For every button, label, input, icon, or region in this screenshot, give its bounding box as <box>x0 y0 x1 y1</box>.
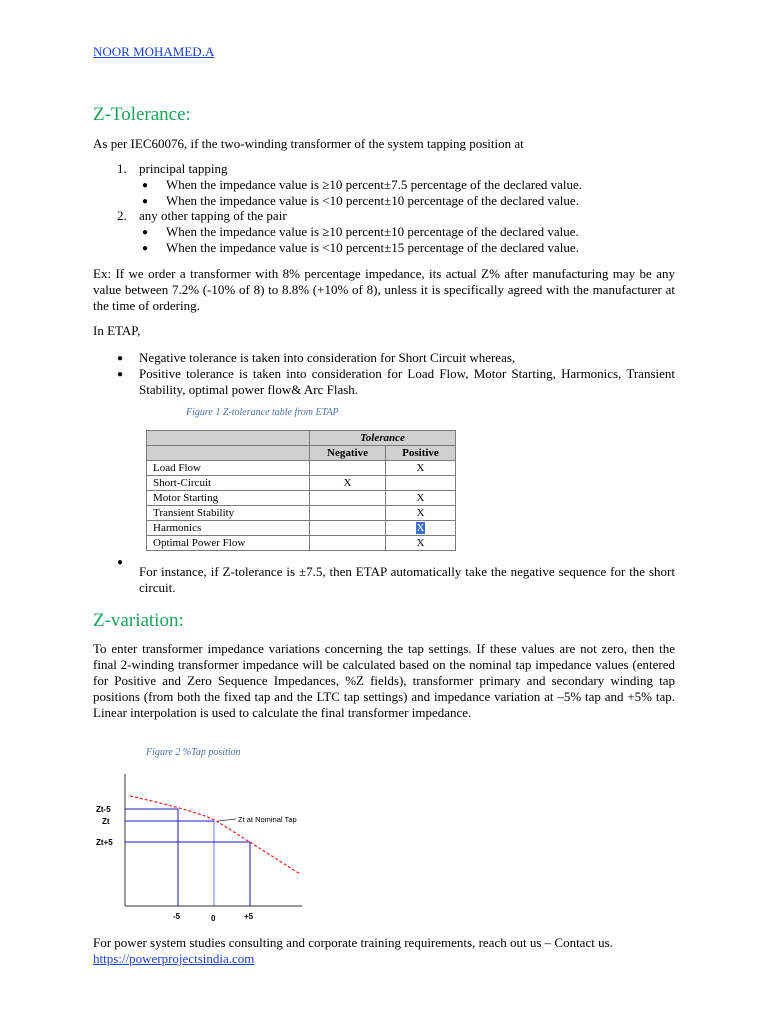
row-negative <box>310 536 386 551</box>
row-positive: X <box>386 491 456 506</box>
y-label-zt-5: Zt-5 <box>96 805 111 814</box>
example-paragraph: Ex: If we order a transformer with 8% percentage impedance, its actual Z% after manufacturing may be any value between 7.2% (-10% of 8) to 8.8% (+10% of 8), unless it is specifically agreed with the manufacturer at the time of ordering. <box>93 266 675 313</box>
table-row <box>147 521 456 536</box>
row-negative <box>310 491 386 506</box>
row-negative <box>310 521 386 536</box>
x-label-0: 0 <box>211 914 216 923</box>
table-corner <box>147 431 310 446</box>
row-name: Load Flow <box>147 461 310 476</box>
annotation-pointer <box>218 819 236 821</box>
etap-bullet: Negative tolerance is taken into consideration for Short Circuit whereas, <box>139 350 516 365</box>
section-title-z-variation: Z-variation: <box>93 610 184 631</box>
list-item-label: any other tapping of the pair <box>139 208 287 223</box>
intro-paragraph: As per IEC60076, if the two-winding transformer of the system tapping position at <box>93 136 524 151</box>
row-name: Short-Circuit <box>147 476 310 491</box>
y-label-zt: Zt <box>102 817 110 826</box>
etap-bullet: Positive tolerance is taken into consideration for Load Flow, Motor Starting, Harmonics, Transient Stability, optimal power flow& Arc Flash. <box>139 366 675 397</box>
col-negative-header: Negative <box>310 446 386 461</box>
table-corner <box>147 446 310 461</box>
table-group-header: Tolerance <box>310 431 456 446</box>
z-tolerance-table <box>146 430 458 554</box>
tap-position-graph <box>92 768 312 924</box>
contact-paragraph: For power system studies consulting and corporate training requirements, reach out us – Contact us. <box>93 935 613 950</box>
table-row <box>147 461 456 476</box>
bullet-icon: ● <box>142 196 149 207</box>
impedance-curve <box>130 796 300 874</box>
row-positive: X <box>386 536 456 551</box>
row-negative <box>310 506 386 521</box>
selected-cell-value: X <box>416 521 425 534</box>
bullet-icon: ● <box>117 369 124 380</box>
section-title-z-tolerance: Z-Tolerance: <box>93 104 191 125</box>
website-link[interactable]: https://powerprojectsindia.com <box>93 951 255 966</box>
list-number: 1. <box>117 161 127 176</box>
figure2-caption: Figure 2 %Tap position <box>146 747 241 758</box>
x-label-minus5: -5 <box>173 912 181 921</box>
bullet-icon: ● <box>117 353 124 364</box>
row-negative: X <box>310 476 386 491</box>
list-number: 2. <box>117 208 127 223</box>
list-bullet: When the impedance value is <10 percent±15 percentage of the declared value. <box>166 240 579 255</box>
y-label-zt+5: Zt+5 <box>96 838 113 847</box>
bullet-icon: ● <box>142 227 149 238</box>
x-label-plus5: +5 <box>244 912 254 921</box>
list-bullet: When the impedance value is ≥10 percent±7.5 percentage of the declared value. <box>166 177 582 192</box>
row-name: Transient Stability <box>147 506 310 521</box>
table-row <box>147 506 456 521</box>
table-row <box>147 491 456 506</box>
row-name: Motor Starting <box>147 491 310 506</box>
row-positive: X <box>386 506 456 521</box>
row-name: Harmonics <box>147 521 310 536</box>
row-positive: X <box>386 461 456 476</box>
row-positive <box>386 521 456 536</box>
bullet-icon: ● <box>142 243 149 254</box>
instance-text: For instance, if Z-tolerance is ±7.5, then ETAP automatically take the negative sequence for the short circuit. <box>139 564 675 595</box>
col-positive-header: Positive <box>386 446 456 461</box>
table-row <box>147 536 456 551</box>
table-row <box>147 476 456 491</box>
list-bullet: When the impedance value is <10 percent±10 percentage of the declared value. <box>166 193 579 208</box>
z-variation-paragraph: To enter transformer impedance variations concerning the tap settings. If these values are not zero, then the final 2-winding transformer impedance will be calculated based on the nominal tap impedance values (entered for Positive and Zero Sequence Impedances, %Z fields), transformer primary and secondary winding tap positions (from both the fixed tap and the LTC tap settings) and impedance variation at –5% tap and +5% tap. Linear interpolation is used to calculate the final transformer impedance. <box>93 641 675 720</box>
row-positive <box>386 476 456 491</box>
list-item-label: principal tapping <box>139 161 228 176</box>
row-negative <box>310 461 386 476</box>
row-name: Optimal Power Flow <box>147 536 310 551</box>
annotation-label: Zt at Nominal Tap <box>238 815 297 824</box>
figure1-caption: Figure 1 Z-tolerance table from ETAP <box>186 407 339 418</box>
bullet-icon: ● <box>117 557 124 568</box>
author-name[interactable]: NOOR MOHAMED.A <box>93 44 215 59</box>
bullet-icon: ● <box>142 180 149 191</box>
list-bullet: When the impedance value is ≥10 percent±10 percentage of the declared value. <box>166 224 579 239</box>
in-etap-text: In ETAP, <box>93 323 141 338</box>
